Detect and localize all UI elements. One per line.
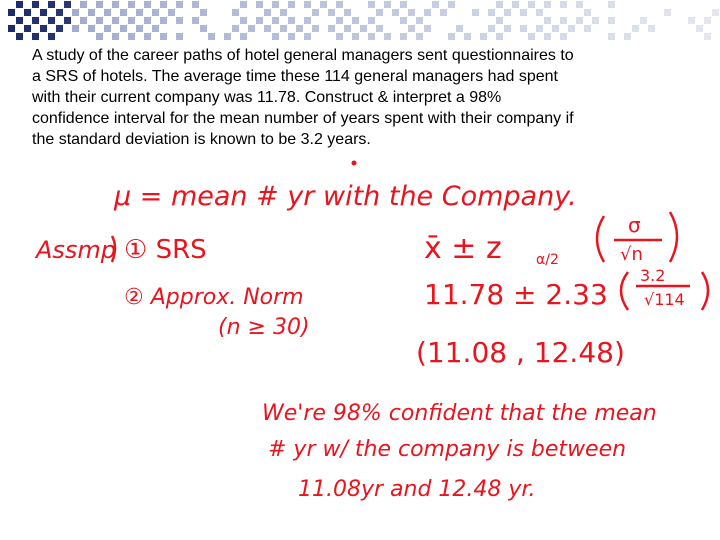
- assumption-sample-size: (n ≥ 30): [218, 315, 310, 340]
- formula-root-n: √n: [620, 244, 643, 265]
- assumption-approx-normal: ② Approx. Norm: [124, 285, 304, 310]
- formula-sigma: σ: [628, 213, 641, 237]
- problem-line-1: A study of the career paths of hotel general managers sent questionnaires to: [32, 47, 574, 64]
- confidence-interval: (11.08 , 12.48): [416, 336, 625, 369]
- formula-paren-left: [597, 216, 604, 262]
- substitution-paren-right: [702, 272, 708, 310]
- substitution-sigma-value: 3.2: [640, 266, 666, 285]
- formula-paren-right: [670, 212, 677, 262]
- formula-x-bar-z: x̄ ± z: [424, 231, 502, 266]
- problem-line-4: confidence interval for the mean number of years spent with their company if: [32, 110, 574, 127]
- assumption-srs: ① SRS: [124, 235, 207, 265]
- problem-line-5: the standard deviation is known to be 3.2 years.: [32, 131, 371, 148]
- substitution-root-n-value: √114: [644, 290, 685, 309]
- parameter-definition: μ = mean # yr with the Company.: [114, 181, 577, 212]
- problem-line-2: a SRS of hotels. The average time these 114 general managers had spent: [32, 68, 558, 85]
- problem-line-3: with their current company was 11.78. Construct & interpret a 98%: [32, 89, 502, 106]
- ink-dot: [352, 161, 357, 166]
- conclusion-line-2: # yr w/ the company is between: [268, 437, 627, 462]
- substitution-paren-left: [621, 272, 628, 310]
- conclusion-line-1: We're 98% confident that the mean: [262, 401, 657, 426]
- substitution-values: 11.78 ± 2.33: [424, 278, 608, 311]
- formula-alpha-half: α/2: [536, 252, 559, 268]
- conclusion-line-3: 11.08yr and 12.48 yr.: [298, 477, 536, 502]
- assumptions-label: Assmp: [36, 236, 117, 264]
